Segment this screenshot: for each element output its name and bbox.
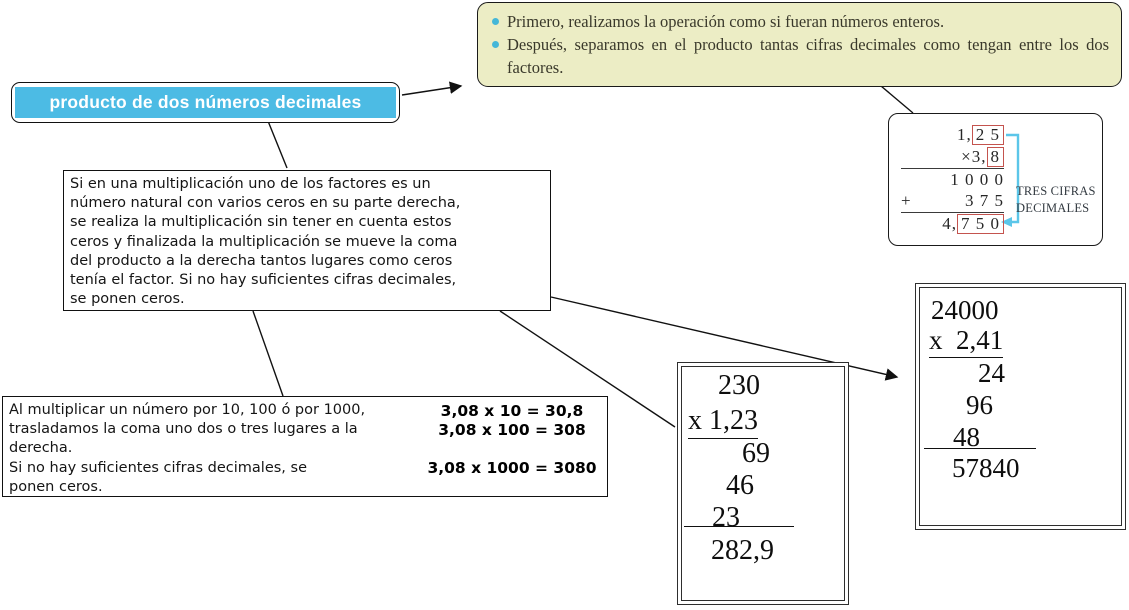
line-title-to-rules <box>402 86 461 95</box>
rule-item <box>490 33 1109 79</box>
note-line: DECIMALES <box>1016 201 1090 215</box>
example-equation: 3,08 x 1000 = 3080 <box>427 459 597 477</box>
bullet-icon <box>492 18 499 25</box>
note-line: TRES CIFRAS <box>1016 184 1096 198</box>
example-equation: 3,08 x 10 = 30,8 <box>440 402 584 420</box>
partial-product: 69 <box>742 438 770 469</box>
partial-product: 46 <box>726 470 754 501</box>
bullet-icon <box>492 41 499 48</box>
partial-product-row: 1 0 0 0 <box>901 168 1004 190</box>
decimal-digit-highlight: 8 <box>987 147 1005 167</box>
column-multiplication <box>901 124 1004 234</box>
sum-line <box>684 526 794 527</box>
worked-example-box <box>888 113 1103 246</box>
partial-product: 24 <box>978 358 1005 388</box>
multiplicand-prefix: 1, <box>957 125 972 144</box>
page-title: producto de dos números decimales <box>15 87 396 118</box>
partial-product: 96 <box>966 390 993 420</box>
operation: x 1,23 <box>688 405 758 439</box>
multiplier-prefix: ×3, <box>961 147 987 166</box>
partial-digits: 3 7 5 <box>965 191 1004 210</box>
zeros-rule-line: ceros y finalizada la multiplicación se mueve la coma <box>70 233 458 250</box>
product-row <box>901 212 1004 234</box>
partial-product: 48 <box>953 422 980 452</box>
rules-box <box>477 2 1122 87</box>
product-prefix: 4, <box>942 214 957 233</box>
multiplier-row <box>901 146 1004 168</box>
factor: 230 <box>718 370 760 401</box>
multiplicand-row <box>901 124 1004 146</box>
product-decimals-highlight: 7 5 0 <box>957 214 1004 234</box>
decimal-digits-highlight: 2 5 <box>972 125 1004 145</box>
operation: x 2,41 <box>929 325 1003 358</box>
powers-rule-line: Si no hay suficientes cifras decimales, se <box>9 459 307 476</box>
zeros-rule-line: Si en una multiplicación uno de los factores es un <box>70 176 431 192</box>
sum-line <box>924 448 1036 449</box>
zeros-rule-line: se ponen ceros. <box>70 291 185 308</box>
powers-rule-line: derecha. <box>9 440 73 457</box>
partial-product-row <box>901 190 1004 212</box>
line-zeros-to-powers <box>253 311 283 396</box>
title-box <box>11 82 400 123</box>
result: 57840 <box>952 453 1020 483</box>
example-24000-box <box>915 283 1126 530</box>
zeros-rule-line: número natural con varios ceros en su parte derecha, <box>70 195 461 212</box>
zeros-rule-line: se realiza la multiplicación sin tener en cuenta estos <box>70 214 452 231</box>
zeros-rule-line: del producto a la derecha tantos lugares como ceros <box>70 252 453 269</box>
powers-rule-line: ponen ceros. <box>9 478 103 495</box>
zeros-rule-line: tenía el factor. Si no hay suficientes cifras decimales, <box>70 272 457 289</box>
factor: 24000 <box>931 295 999 325</box>
powers-rule-line: trasladamos la coma uno dos o tres lugares a la <box>9 421 358 438</box>
example-equation: 3,08 x 100 = 308 <box>438 421 586 439</box>
example-230-box <box>677 362 849 605</box>
result: 282,9 <box>711 535 774 566</box>
rule-text: Primero, realizamos la operación como si fueran números enteros. <box>507 12 945 31</box>
powers-of-ten-box <box>2 396 608 497</box>
partial-product: 23 <box>712 502 740 533</box>
powers-rule-line: Al multiplicar un número por 10, 100 ó por 1000, <box>9 402 366 418</box>
plus-sign: + <box>901 191 912 210</box>
decimals-count-note <box>1016 183 1102 217</box>
line-title-to-zeros <box>268 121 287 168</box>
zeros-rule-box <box>63 170 551 311</box>
line-rules-to-worked-example <box>881 86 913 113</box>
rule-item <box>490 10 1109 33</box>
rule-text: Después, separamos en el producto tantas cifras decimales como tengan entre los dos factores. <box>507 35 1109 77</box>
